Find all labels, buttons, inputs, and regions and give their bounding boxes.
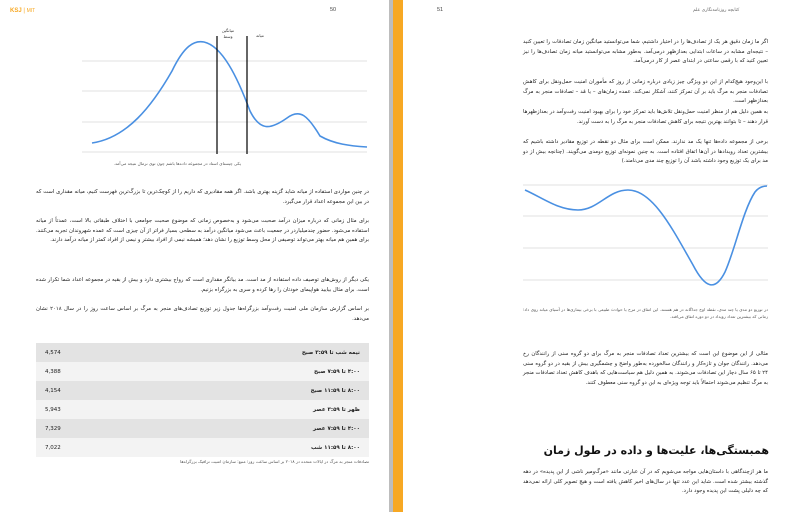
table-cell-value: 4,574 [36, 343, 134, 362]
mean-label-line1: میانگین [221, 28, 235, 33]
median-label: میانه [256, 33, 264, 38]
table-caption: تصادفات منجر به مرگ در ایالات متحده در ۲۰۱۸ بر اساس ساعت روز؛ منبع: سازمان امنیت ترافیک بزرگراه‌ها [180, 459, 369, 464]
bimodal-distribution-chart [523, 180, 768, 302]
paragraph: به همین دلیل هم از منظر امنیت حمل‌ونقل تلاش‌ها باید تمرکز خود را برای بهبود امنیت رفت‌وآمد در بعدازظهرها قرار دهند – تا بتوانند بهترین نتیجه برای کاهش تصادفات منجر به مرگ را به دست آورند. [523, 109, 768, 125]
brand-header [10, 8, 35, 14]
crash-time-table [36, 343, 369, 457]
brand-logo: KSJ [10, 8, 22, 14]
skewed-distribution-chart [82, 26, 372, 158]
table-row [36, 419, 369, 438]
right-page [403, 0, 794, 512]
table-row [36, 438, 369, 457]
section-heading: همبستگی‌ها، علیت‌ها و داده در طول زمان [543, 444, 769, 457]
table-cell-value: 7,329 [36, 419, 134, 438]
brand-sub: MIT [26, 8, 36, 14]
table-row [36, 343, 369, 362]
chart-caption: در توزیع دو مدی یا چند مدی، نقطه اوج جداگانه در هم هستند. این اتفاق در مرح یا حوادث طبیعی با برخی بیماری‌ها در آسیای میانه روی داد؛ زمانی که بیشترین تعداد رویداد در دو دوره اتفاق می‌افتد. [523, 307, 768, 319]
table-cell-value: 5,943 [36, 400, 134, 419]
table-cell-label: ظهر تا ۳:۵۹ عصر [134, 400, 369, 419]
table-cell-label: ۴:۰۰ تا ۷:۵۹ عصر [134, 419, 369, 438]
paragraph: در چنین مواردی استفاده از میانه شاید گزینه بهتری باشد. اگر همه مقادیری که داریم را از کوچک‌ترین تا بزرگ‌ترین فهرست کنیم، میانه مقداری است که در بین این مجموعه اعداد قرار می‌گیرد. [36, 189, 369, 205]
chart-caption: یکی چیستای استاد در مجموعه داده‌ها باشم چون توی نرمال نتیجه می‌آمد. [113, 161, 241, 166]
distribution-curve [525, 186, 767, 285]
page-gutter-accent [393, 0, 403, 512]
table-cell-value: 4,154 [36, 381, 134, 400]
left-page [0, 0, 389, 512]
paragraph: ما هر ازچندگاهی با داستان‌هایی مواجه می‌شویم که در آن عبارتی مانند «مرگ‌ومیر ناشی از این پدیده» در دهه گذشته بیشتر شده است. شاید این عدد تنها در سال‌های اخیر کاهش یافته است و هیچ تصویر کلی ارائه نمی‌دهد که چه دلیلی پشت این پدیده وجود دارد. [523, 469, 768, 495]
table-row [36, 362, 369, 381]
table-cell-label: ۴:۰۰ تا ۷:۵۹ صبح [134, 362, 369, 381]
paragraph: مثالی از این موضوع این است که بیشترین تعداد تصادفات منجر به مرگ برای دو گروه سنی از رانندگان رخ می‌دهد. رانندگان جوان و تازه‌کار و رانندگان سالخورده به‌طور واضح و چشمگیری بیش از بقیه در دو گروه سنی ۲۴ تا ۶۵ سال دچار این تصادفات می‌شوند. به همین دلیل هم سیاست‌هایی که باهدف کاهش تعداد تصادفات منجر به مرگ تنظیم می‌شوند احتمالاً باید توجه ویژه‌ای به این دو گروه سنی معطوف کنند. [523, 351, 768, 386]
table-cell-value: 7,022 [36, 438, 134, 457]
table-cell-label: ۸:۰۰ تا ۱۱:۵۹ صبح [134, 381, 369, 400]
table-cell-label: نیمه شب تا ۳:۵۹ صبح [134, 343, 369, 362]
table-cell-label: ۸:۰۰ تا ۱۱:۵۹ شب [134, 438, 369, 457]
table-row [36, 381, 369, 400]
page-number: 50 [330, 7, 337, 13]
paragraph: بر اساس گزارش سازمان ملی امنیت رفت‌وآمد بزرگراه‌ها جدول زیر توزیع تصادف‌های منجر به مرگ بر اساس ساعت روز را در سال ۲۰۱۸ نشان می‌دهد. [36, 306, 370, 322]
table-cell-value: 4,388 [36, 362, 134, 381]
mean-label-line2: وسط [223, 34, 233, 39]
paragraph: برای مثال زمانی که درباره میزان درآمد صحبت می‌شود و به‌خصوص زمانی که موضوع صحبت جوامعی با اختلاف طبقاتی بالا است، عمدتاً از میانه استفاده می‌شود. حضور چندمیلیاردر در جمعیت باعث می‌شود میانگین درآمد به سطحی بسیار فراتر از آن چیزی است که عمده شهروندان تجربه می‌کنند. برای همین هم میانه بهتر می‌تواند توصیفی از محل وسط توزیع را نشان دهد؛ همیشه نیمی از افراد بیشتر و نیمی از افراد کمتر از میانه درآمد دارند. [36, 218, 369, 244]
distribution-curve [92, 42, 367, 147]
paragraph: با این‌وجود هیچ‌کدام از این دو ویژگی چیز زیادی درباره زمانی از روز که مأموران امنیت حمل‌ونقل برای کاهش تصادفات منجر به مرگ باید بر آن تمرکز کنند، آشکار نمی‌کند. عمده زمان‌های – یا مُد – تصادفات منجر به مرگ بعدازظهر است. [523, 79, 768, 105]
paragraph: برخی از مجموعه داده‌ها تنها یک مد ندارند. ممکن است برای مثال دو نقطه در توزیع مقادیر داشته باشیم که بیشترین تعداد رویدادها در آن‌ها اتفاق افتاده است. به چنین نمونه‌ای توزیع دومدی می‌گویند. (چنانچه بیش از دو مد برای یک توزیع وجود داشته باشد آن را توزیع چند مدی می‌نامند.) [523, 139, 768, 165]
brand-separator: | [23, 8, 25, 14]
running-head: کتابچه روزنامه‌نگاری علم [693, 8, 740, 13]
table-row [36, 400, 369, 419]
paragraph: اگر ما زمان دقیق هر یک از تصادف‌ها را در اختیار داشتیم، شما می‌توانستید میانگین زمان تصادفات را تعیین کنید – نتیجه‌ای مشابه در ساعات ابتدایی بعدازظهر درمی‌آمد. به‌طور مشابه می‌توانستید میانه زمان تصادف‌ها را نیز تعیین کنید که با رقمی ساعتی در ابتدای عصر از کار درمی‌آمد. [523, 39, 768, 65]
paragraph: یکی دیگر از روش‌های توصیف داده استفاده از مد است. مد بیانگر مقداری است که رواج بیشتری دارد و بیش از بقیه در مجموعه اعداد شما تکرار شده است. برای مثال بیایید هواپیمای خودتان را رها کرده و سری به بزرگراه بزنیم. [36, 277, 369, 293]
page-number: 51 [437, 7, 444, 13]
